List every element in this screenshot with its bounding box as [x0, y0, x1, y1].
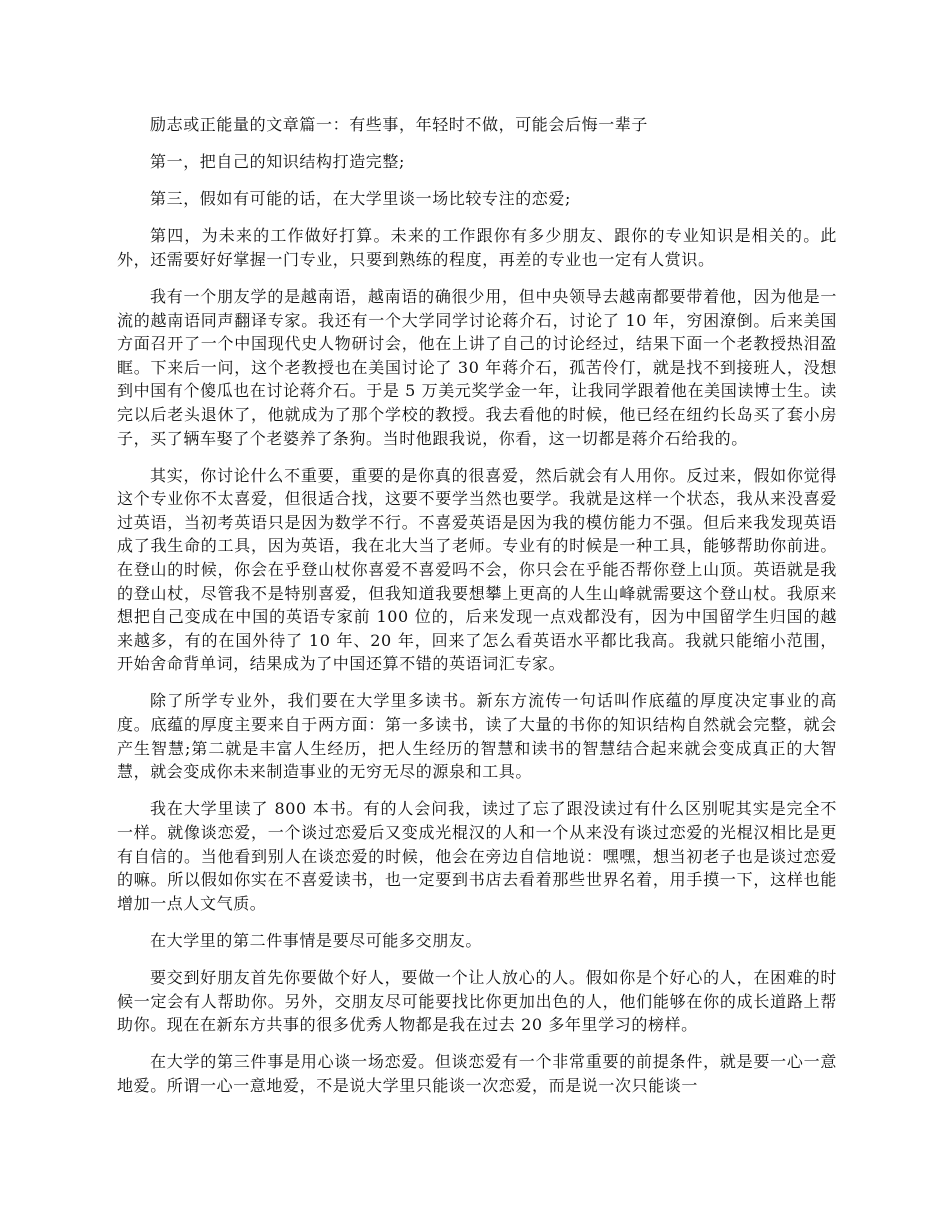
- paragraph: 其实，你讨论什么不重要，重要的是你真的很喜爱，然后就会有人用你。反过来，假如你觉得这个专业你不太喜爱，但很适合找，这要不要学当然也要学。我就是这样一个状态，我从来没喜爱过英语，当初考英语只是因为数学不行。不喜爱英语是因为我的模仿能力不强。但后来我发现英语成了我生命的工具，因为英语，我在北大当了老师。专业有的时候是一种工具，能够帮助你前进。在登山的时候，你会在乎登山杖你喜爱不喜爱吗不会，你只会在乎能否帮你登上山顶。英语就是我的登山杖，尽管我不是特别喜爱，但我知道我要想攀上更高的人生山峰就需要这个登山杖。我原来想把自己变成在中国的英语专家前 100 位的，后来发现一点戏都没有，因为中国留学生归国的越来越多，有的在国外待了 10 年、20 年，回来了怎么看英语水平都比我高。我就只能缩小范围，开始舍命背单词，结果成为了中国还算不错的英语词汇专家。: [117, 465, 837, 674]
- paragraph: 第四，为未来的工作做好打算。未来的工作跟你有多少朋友、跟你的专业知识是相关的。此外，还需要好好掌握一门专业，只要到熟练的程度，再差的专业也一定有人赏识。: [117, 226, 837, 269]
- document-page: [117, 113, 837, 1111]
- paragraph: 在大学的第三件事是用心谈一场恋爱。但谈恋爱有一个非常重要的前提条件，就是要一心一意地爱。所谓一心一意地爱，不是说大学里只能谈一次恋爱，而是说一次只能谈一: [117, 1052, 837, 1095]
- paragraph: 除了所学专业外，我们要在大学里多读书。新东方流传一句话叫作底蕴的厚度决定事业的高度。底蕴的厚度主要来自于两方面：第一多读书，读了大量的书你的知识结构自然就会完整，就会产生智慧;第二就是丰富人生经历，把人生经历的智慧和读书的智慧结合起来就会变成真正的大智慧，就会变成你未来制造事业的无穷无尽的源泉和工具。: [117, 691, 837, 782]
- paragraph: 第三，假如有可能的话，在大学里谈一场比较专注的恋爱;: [150, 189, 571, 209]
- paragraph: 我有一个朋友学的是越南语，越南语的确很少用，但中央领导去越南都要带着他，因为他是一流的越南语同声翻译专家。我还有一个大学同学讨论蒋介石，讨论了 10 年，穷困潦倒。后来美国方面召开了一个中国现代史人物研讨会，他在上讲了自己的讨论经过，结果下面一个老教授热泪盈眶。下来后一问，这个老教授也在美国讨论了 30 年蒋介石，孤苦伶仃，就是找不到接班人，没想到中国有个傻瓜也在讨论蒋介石。于是 5 万美元奖学金一年，让我同学跟着他在美国读博士生。读完以后老头退休了，他就成为了那个学校的教授。我去看他的时候，他已经在纽约长岛买了套小房子，买了辆车娶了个老婆养了条狗。当时他跟我说，你看，这一切都是蒋介石给我的。: [117, 286, 837, 448]
- paragraph: 要交到好朋友首先你要做个好人，要做一个让人放心的人。假如你是个好心的人，在困难的时候一定会有人帮助你。另外，交朋友尽可能要找比你更加出色的人，他们能够在你的成长道路上帮助你。现在在新东方共事的很多优秀人物都是我在过去 20 多年里学习的榜样。: [117, 967, 837, 1035]
- paragraph: 第一，把自己的知识结构打造完整;: [150, 152, 405, 172]
- document-title: 励志或正能量的文章篇一：有些事，年轻时不做，可能会后悔一辈子: [150, 115, 649, 134]
- paragraph: 在大学里的第二件事情是要尽可能多交朋友。: [150, 930, 483, 950]
- paragraph: 我在大学里读了 800 本书。有的人会问我，读过了忘了跟没读过有什么区别呢其实是完全不一样。就像谈恋爱，一个谈过恋爱后又变成光棍汉的人和一个从来没有谈过恋爱的光棍汉相比是更有自信的。当他看到别人在谈恋爱的时候，他会在旁边自信地说：嘿嘿，想当初老子也是谈过恋爱的嘛。所以假如你实在不喜爱读书，也一定要到书店去看着那些世界名着，用手摸一下，这样也能增加一点人文气质。: [117, 799, 837, 913]
